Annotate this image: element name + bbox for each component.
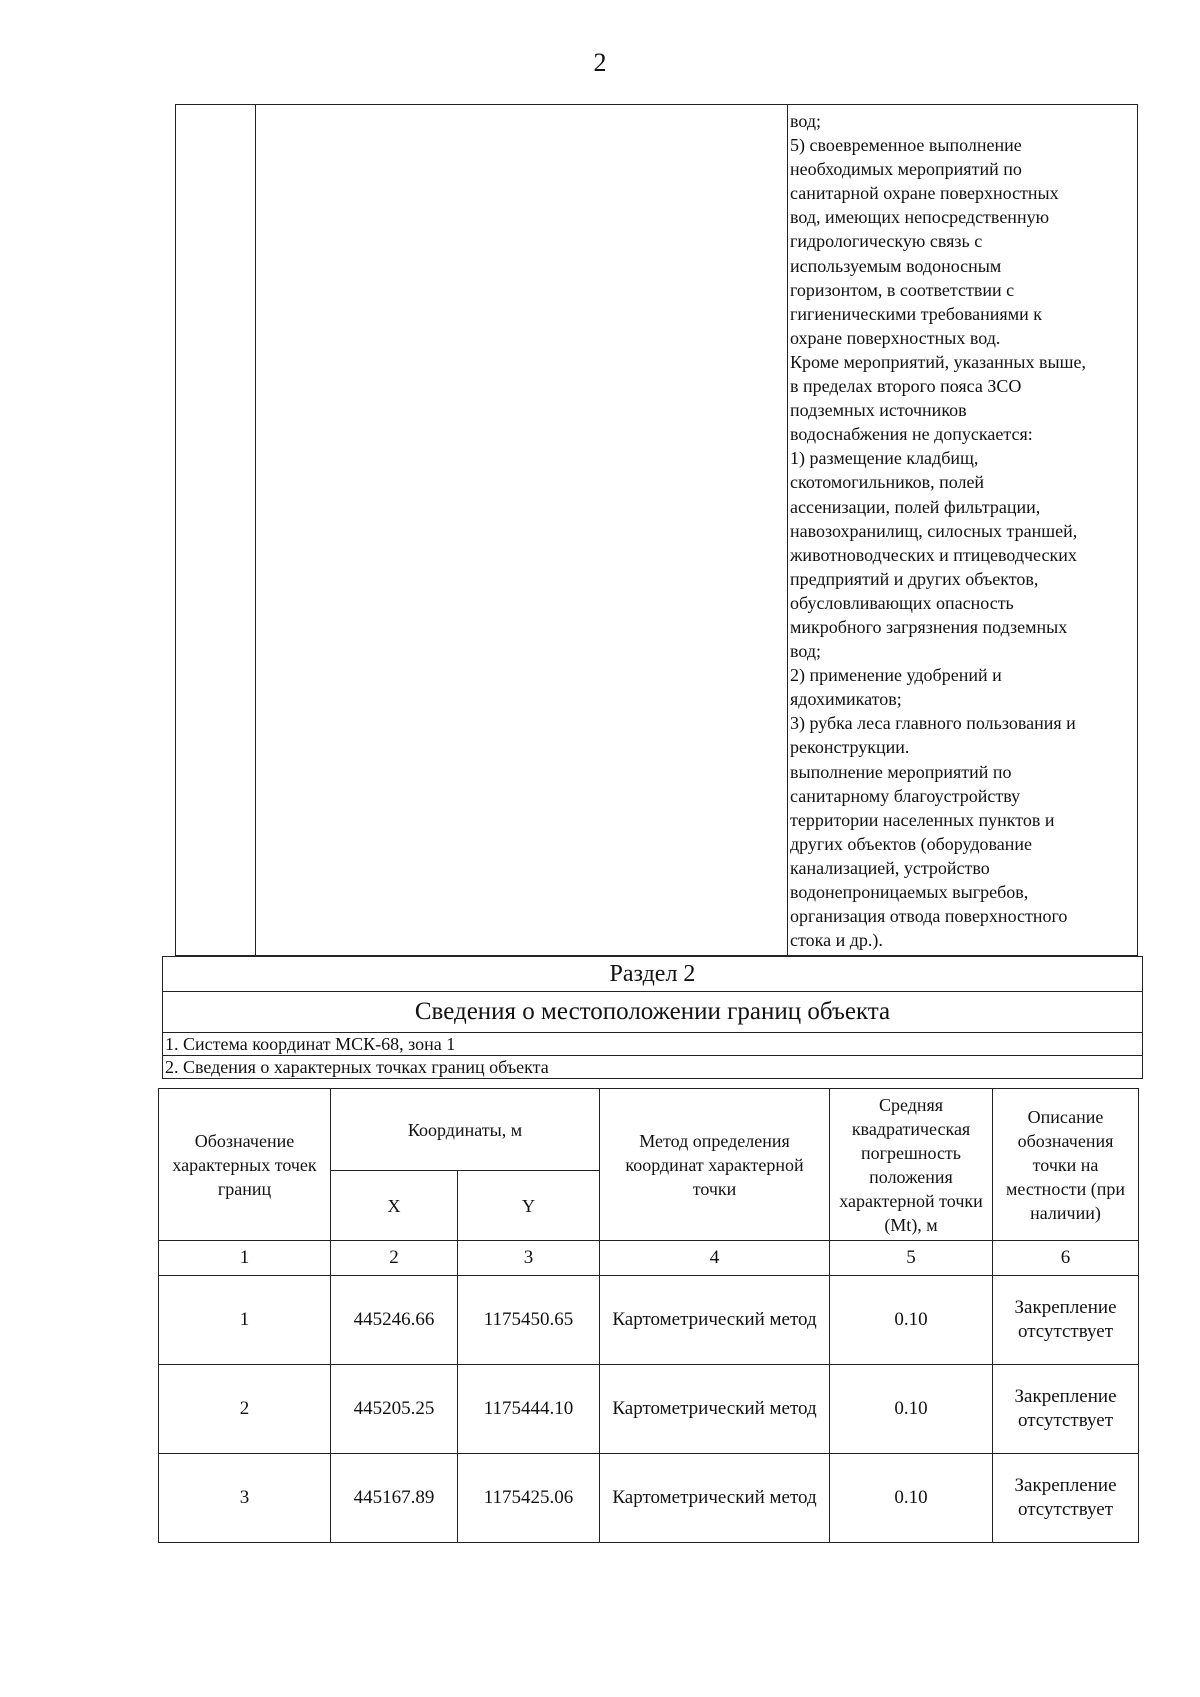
column-number: 2: [331, 1241, 458, 1276]
column-number: 6: [993, 1241, 1139, 1276]
header-method: Метод определения координат характерной точки: [600, 1089, 830, 1241]
text-line: ядохимикатов;: [790, 689, 902, 710]
text-line: микробного загрязнения подземных: [790, 616, 1068, 637]
point-error: 0.10: [830, 1454, 993, 1543]
point-method: Картометрический метод: [600, 1365, 830, 1454]
point-method: Картометрический метод: [600, 1276, 830, 1365]
point-description: Закрепление отсутствует: [993, 1454, 1139, 1543]
text-line: вод;: [790, 641, 822, 662]
point-x: 445205.25: [331, 1365, 458, 1454]
section-header-table: [162, 956, 1143, 1079]
point-error: 0.10: [830, 1276, 993, 1365]
point-error: 0.10: [830, 1365, 993, 1454]
points-heading: 2. Сведения о характерных точках границ объекта: [163, 1056, 1143, 1079]
column-number: 5: [830, 1241, 993, 1276]
text-line: реконструкции.: [790, 737, 910, 758]
section-title: Раздел 2: [163, 957, 1143, 992]
text-line: 5) своевременное выполнение: [790, 135, 1022, 156]
point-x: 445246.66: [331, 1276, 458, 1365]
text-line: водоснабжения не допускается:: [790, 424, 1033, 445]
text-line: необходимых мероприятий по: [790, 159, 1022, 180]
text-line: других объектов (оборудование: [790, 833, 1033, 854]
point-description: Закрепление отсутствует: [993, 1276, 1139, 1365]
text-line: вод;: [790, 111, 822, 131]
text-line: выполнение мероприятий по: [790, 761, 1012, 782]
text-line: гидрологическую связь с: [790, 231, 983, 252]
point-id: 3: [159, 1454, 331, 1543]
continuation-text-cell: [788, 105, 1137, 955]
text-line: гигиеническими требованиями к: [790, 303, 1042, 324]
point-method: Картометрический метод: [600, 1454, 830, 1543]
text-line: навозохранилищ, силосных траншей,: [790, 520, 1078, 541]
section-subtitle: Сведения о местоположении границ объекта: [163, 992, 1143, 1033]
point-description: Закрепление отсутствует: [993, 1365, 1139, 1454]
point-id: 1: [159, 1276, 331, 1365]
point-id: 2: [159, 1365, 331, 1454]
header-coordinates: Координаты, м: [331, 1089, 600, 1171]
column-number: 3: [458, 1241, 600, 1276]
text-line: ассенизации, полей фильтрации,: [790, 496, 1041, 517]
text-line: 1) размещение кладбищ,: [790, 448, 979, 469]
table-row: [159, 1454, 1139, 1543]
text-line: подземных источников: [790, 400, 967, 421]
boundary-points-table: [158, 1088, 1139, 1543]
header-y: Y: [458, 1171, 600, 1241]
text-line: обусловливающих опасность: [790, 592, 1014, 613]
header-error: Средняя квадратическая погрешность положения характерной точки (Mt), м: [830, 1089, 993, 1241]
header-designation: Обозначение характерных точек границ: [159, 1089, 331, 1241]
table-row: [159, 1276, 1139, 1365]
header-description: Описание обозначения точки на местности (при наличии): [993, 1089, 1139, 1241]
page-number: 2: [593, 48, 607, 77]
text-line: стока и др.).: [790, 930, 883, 951]
coordinate-system: 1. Система координат МСК-68, зона 1: [163, 1033, 1143, 1056]
text-line: скотомогильников, полей: [790, 472, 985, 493]
text-line: предприятий и других объектов,: [790, 568, 1039, 589]
text-line: территории населенных пунктов и: [790, 809, 1055, 830]
text-line: используемым водоносным: [790, 255, 1002, 276]
header-x: X: [331, 1171, 458, 1241]
text-line: горизонтом, в соответствии с: [790, 279, 1015, 300]
column-number: 1: [159, 1241, 331, 1276]
text-line: охране поверхностных вод.: [790, 327, 1001, 348]
text-line: санитарной охране поверхностных: [790, 183, 1059, 204]
continuation-column-2: [256, 105, 788, 955]
text-line: водонепроницаемых выгребов,: [790, 882, 1029, 902]
text-line: санитарному благоустройству: [790, 785, 1021, 806]
text-line: вод, имеющих непосредственную: [790, 207, 1050, 228]
table-row: [159, 1365, 1139, 1454]
continuation-table: [175, 104, 1138, 956]
text-line: 3) рубка леса главного пользования и: [790, 713, 1076, 734]
point-x: 445167.89: [331, 1454, 458, 1543]
column-number: 4: [600, 1241, 830, 1276]
point-y: 1175450.65: [458, 1276, 600, 1365]
text-line: в пределах второго пояса ЗСО: [790, 376, 1022, 397]
continuation-column-1: [176, 105, 256, 955]
text-line: Кроме мероприятий, указанных выше,: [790, 351, 1086, 372]
text-line: животноводческих и птицеводческих: [790, 544, 1077, 565]
text-line: канализацией, устройство: [790, 857, 990, 878]
text-line: организация отвода поверхностного: [790, 906, 1068, 927]
point-y: 1175444.10: [458, 1365, 600, 1454]
point-y: 1175425.06: [458, 1454, 600, 1543]
text-line: 2) применение удобрений и: [790, 665, 1002, 686]
